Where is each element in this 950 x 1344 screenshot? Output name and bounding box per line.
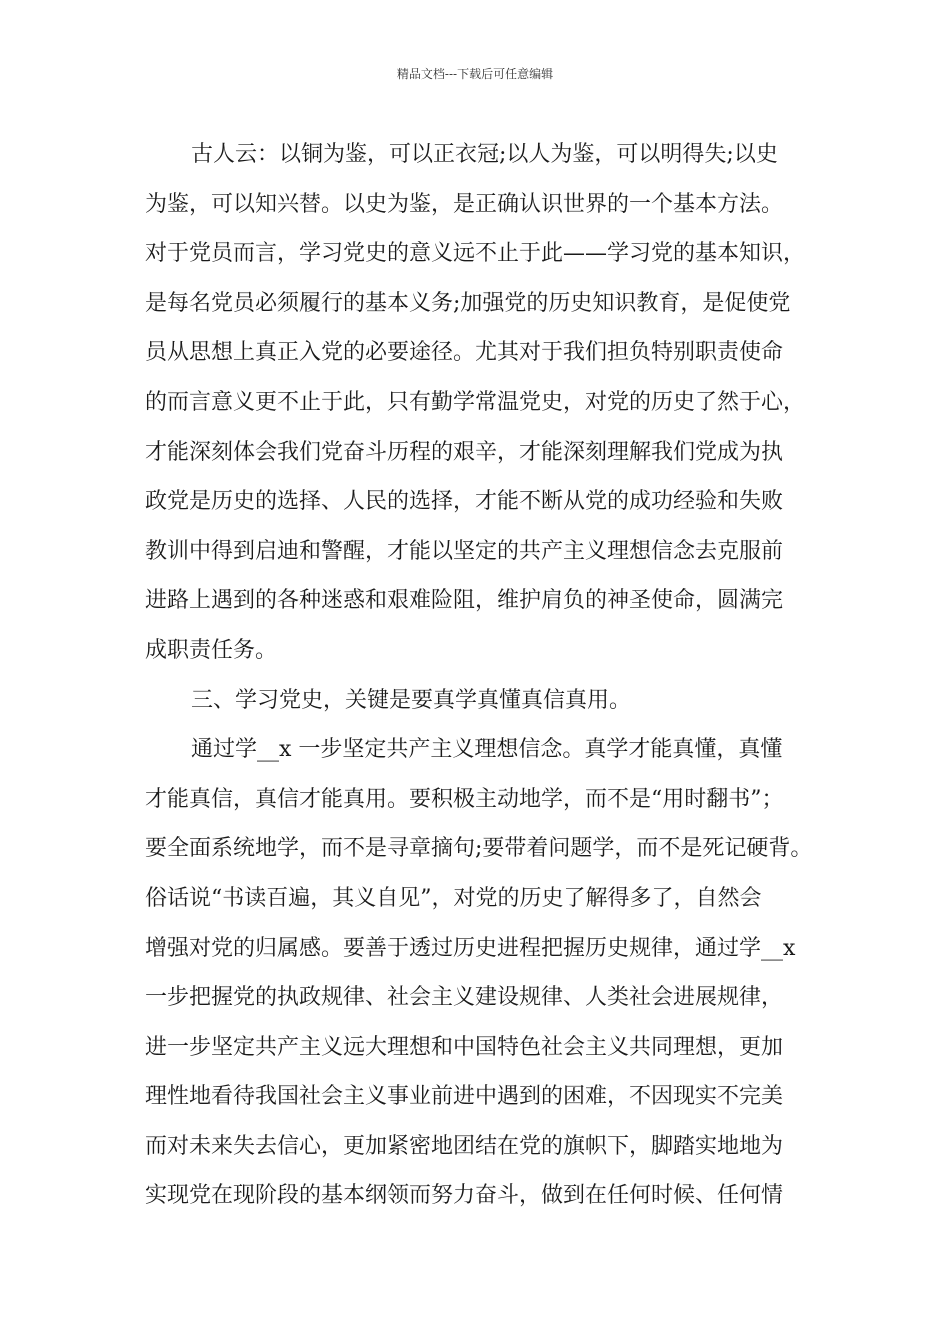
paragraph-line: 教训中得到启迪和警醒，才能以坚定的共产主义理想信念去克服前 xyxy=(145,538,784,564)
paragraph-line: 一步把握党的执政规律、社会主义建设规律、人类社会进展规律， xyxy=(145,985,784,1011)
paragraph-line: 是每名党员必须履行的基本义务;加强党的历史知识教育，是促使党 xyxy=(145,290,791,316)
paragraph-line: 对于党员而言，学习党史的意义远不止于此——学习党的基本知识， xyxy=(145,241,806,267)
paragraph-line: 实现党在现阶段的基本纲领而努力奋斗，做到在任何时候、任何情 xyxy=(145,1183,784,1209)
paragraph-line: 员从思想上真正入党的必要途径。尤其对于我们担负特别职责使命 xyxy=(145,340,784,366)
paragraph-line: 俗话说“书读百遍，其义自见”，对党的历史了解得多了，自然会 xyxy=(145,885,762,911)
paragraph-line: 要全面系统地学，而不是寻章摘句;要带着问题学，而不是死记硬背。 xyxy=(145,836,813,862)
paragraph-line: 的而言意义更不止于此，只有勤学常温党史，对党的历史了然于心， xyxy=(145,389,806,415)
paragraph-line: 通过学__x 一步坚定共产主义理想信念。真学才能真懂，真懂 xyxy=(191,737,783,763)
paragraph-line: 政党是历史的选择、人民的选择，才能不断从党的成功经验和失败 xyxy=(145,489,784,515)
paragraph-line: 进路上遇到的各种迷惑和艰难险阻，维护肩负的神圣使命，圆满完 xyxy=(145,588,784,614)
paragraph-line: 古人云：以铜为鉴，可以正衣冠;以人为鉴，可以明得失;以史 xyxy=(191,142,778,167)
paragraph-line: 理性地看待我国社会主义事业前进中遇到的困难，不因现实不完美 xyxy=(145,1084,784,1110)
page-header: 精品文档---下载后可任意编辑 xyxy=(396,67,554,81)
paragraph-line: 进一步坚定共产主义远大理想和中国特色社会主义共同理想，更加 xyxy=(145,1034,784,1060)
paragraph-line: 才能真信，真信才能真用。要积极主动地学，而不是“用时翻书”； xyxy=(145,786,784,812)
paragraph-line: 成职责任务。 xyxy=(145,637,278,663)
paragraph-line: 增强对党的归属感。要善于透过历史进程把握历史规律，通过学__x xyxy=(145,935,796,961)
section-heading: 三、学习党史，关键是要真学真懂真信真用。 xyxy=(191,687,632,713)
paragraph-line: 而对未来失去信心，更加紧密地团结在党的旗帜下，脚踏实地地为 xyxy=(145,1133,784,1159)
paragraph-line: 为鉴，可以知兴替。以史为鉴，是正确认识世界的一个基本方法。 xyxy=(145,191,784,217)
document-body xyxy=(145,130,825,1221)
paragraph-line: 才能深刻体会我们党奋斗历程的艰辛，才能深刻理解我们党成为执 xyxy=(145,439,784,465)
